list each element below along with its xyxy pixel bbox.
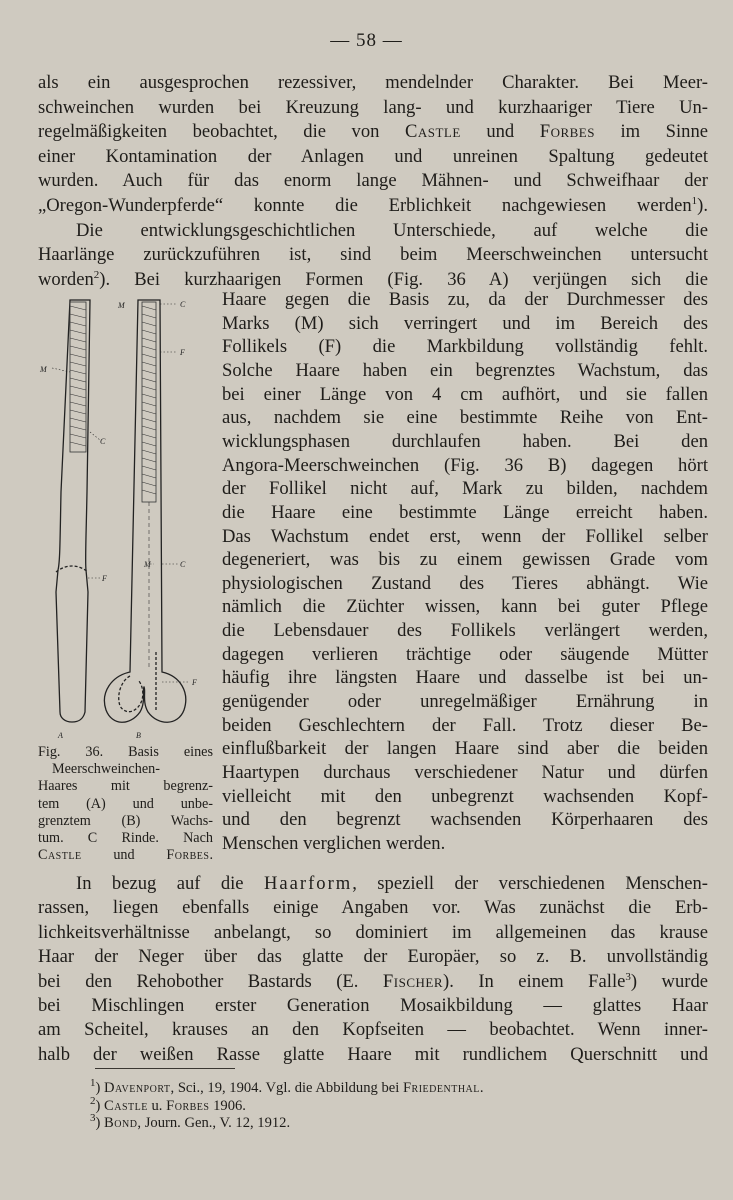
right-column-line: Marks (M) sich verringert und im Bereich des — [222, 312, 708, 334]
text-segment: , Journ. Gen., V. 12, 1912. — [137, 1115, 291, 1131]
text-segment: . — [479, 1080, 484, 1096]
text-line — [38, 921, 708, 945]
caption-line — [38, 778, 213, 796]
text-line — [38, 896, 708, 920]
text-segment: Castle — [38, 847, 82, 864]
text-segment: ). In einem Falle — [443, 970, 626, 992]
text-segment: Forbes — [166, 1097, 210, 1114]
text-segment: tem (A) und unbe- — [38, 795, 213, 812]
text-line — [38, 120, 708, 144]
right-column-line: Angora-Meerschweinchen (Fig. 36 B) dagegen hört — [222, 454, 708, 476]
right-column-line: der Follikel nicht auf, Mark zu bilden, nachdem — [222, 478, 708, 500]
right-column-line: vielleicht mit den unbegrenzt wachsenden Kopf- — [222, 785, 708, 807]
label-c-a: C — [100, 437, 106, 446]
text-segment: halb der weißen Rasse glatte Haare mit rundlichem Querschnitt und — [38, 1043, 708, 1065]
footnote — [90, 1094, 710, 1116]
text-segment: 2 — [90, 1094, 96, 1107]
text-segment: , speziell der verschiedenen Menschen- — [352, 873, 708, 894]
text-segment: 3 — [625, 970, 631, 983]
caption-line — [38, 847, 213, 865]
text-segment: Haar der Neger über das glatte der Europäer, so z. B. unvollständig — [38, 946, 708, 968]
text-segment: „Oregon-Wunderpferde“ konnte die Erblichkeit nachgewiesen werden — [38, 195, 692, 216]
text-segment: 1 — [691, 194, 698, 207]
text-segment: rassen, liegen ebenfalls einige Angaben vor. Was zunächst die Erb- — [38, 897, 708, 919]
label-c-b2: C — [180, 560, 186, 569]
right-column-line: Solche Haare haben ein begrenztes Wachstum, das — [222, 359, 708, 381]
hair-b-follicle-bulb — [119, 676, 143, 712]
text-segment: regelmäßigkeiten beobachtet, die von — [38, 121, 405, 143]
text-line — [38, 945, 708, 969]
page-number: — 58 — — [330, 30, 403, 51]
right-column-line: die Haare eine bestimmte Länge erreicht haben. — [222, 501, 708, 523]
figure-leader-lines — [52, 304, 190, 682]
text-segment: Haares mit begrenz- — [38, 778, 213, 795]
right-column-line: Menschen verglichen werden. — [222, 832, 446, 854]
text-segment: am Scheitel, krauses an den Kopfseiten — beobachtet. Wenn inner- — [38, 1019, 708, 1041]
right-column-line: häufig ihre längsten Haare und dasselbe ist bei un- — [222, 667, 708, 689]
text-segment: In bezug auf die — [76, 873, 264, 894]
hair-a-follicle — [56, 566, 88, 572]
text-segment: Castle — [404, 121, 461, 143]
text-segment: und — [81, 847, 167, 864]
right-column-line: nämlich die Züchter wissen, kann bei guter Pflege — [222, 596, 708, 618]
right-column-line: und den begrenzt wachsenden Körperhaaren des — [222, 809, 708, 831]
footnote — [90, 1079, 710, 1098]
text-segment: ) wurde — [630, 970, 708, 992]
hair-a-outline — [56, 300, 90, 722]
text-segment: Haarform — [263, 873, 353, 894]
label-c-b: C — [180, 300, 186, 309]
text-segment: wurden. Auch für das enorm lange Mähnen- und Schweifhaar der — [38, 170, 708, 192]
text-segment: Castle — [104, 1097, 148, 1114]
hair-a-medulla — [70, 302, 86, 452]
text-line — [38, 71, 708, 95]
text-segment: Fischer — [382, 970, 443, 992]
text-segment: . — [209, 847, 213, 864]
text-line — [76, 872, 708, 896]
text-segment: ) — [95, 1097, 105, 1114]
text-segment: 1906. — [209, 1097, 246, 1114]
right-column-line: einflußbarkeit der langen Haare sind aber die beiden — [222, 738, 708, 760]
hair-b-outline — [104, 300, 185, 722]
right-column-line: bei einer Länge von 4 cm aufhört, und sie fallen — [222, 383, 708, 405]
text-segment: Forbes — [166, 847, 210, 864]
text-line — [38, 96, 708, 120]
right-column-line: Haartypen durchaus verschiedener Natur und dürfen — [222, 762, 708, 783]
right-column-line: aus, nachdem sie eine bestimmte Reihe von Ent- — [222, 407, 708, 429]
text-segment: grenztem (B) Wachs- — [38, 812, 213, 829]
right-column-line: genügender oder unregelmäßiger Ernährung in — [222, 691, 708, 713]
right-column-line: beiden Geschlechtern der Fall. Trotz dieser Be- — [222, 714, 708, 736]
text-segment: im Sinne — [594, 121, 709, 143]
text-segment: als ein ausgesprochen rezessiver, mendelnder Charakter. Bei Meer- — [38, 72, 708, 93]
text-line — [38, 243, 708, 267]
label-f-b-top: F — [180, 348, 185, 357]
text-line — [38, 194, 708, 218]
text-segment: u. — [147, 1097, 167, 1114]
text-line — [38, 970, 708, 994]
right-column-line: Follikels (F) die Markbildung vollständig fehlt. — [222, 336, 708, 358]
text-segment: tum. C Rinde. Nach — [38, 830, 213, 846]
right-column-line: Das Wachstum endet erst, wenn der Follikel selber — [222, 525, 708, 547]
right-column-line: dagegen verlieren trächtige oder säugende Mütter — [222, 643, 708, 665]
text-segment: Friedenthal — [402, 1080, 480, 1096]
label-f-a: F — [102, 574, 107, 583]
right-column-line: wicklungsphasen durchlaufen haben. Bei den — [222, 430, 708, 452]
text-segment: 2 — [93, 268, 100, 281]
text-segment: 1 — [90, 1077, 96, 1090]
text-line — [38, 1018, 708, 1042]
label-m-b-top: M — [118, 301, 125, 310]
text-line — [76, 219, 708, 243]
text-segment: Haarlänge zurückzuführen ist, sind beim Meerschweinchen untersucht — [38, 244, 708, 266]
text-segment: 3 — [90, 1112, 96, 1125]
footnote-rule — [95, 1068, 235, 1069]
text-segment: bei den Rehobother Bastards (E. — [38, 970, 383, 992]
caption-line — [38, 744, 213, 762]
text-line — [38, 145, 708, 169]
label-a: A — [58, 731, 63, 740]
right-column-line: degeneriert, was bis zu einem gewissen Grade vom — [222, 549, 708, 571]
right-column-line: Haare gegen die Basis zu, da der Durchmesser des — [222, 289, 708, 310]
text-segment: Fig. 36. Basis eines — [38, 744, 213, 760]
label-b: B — [136, 731, 141, 740]
footnote — [90, 1114, 710, 1133]
caption-line — [38, 796, 213, 814]
caption-line — [38, 813, 213, 831]
text-segment: Meerschweinchen- — [52, 761, 160, 778]
text-segment: Die entwicklungsgeschichtlichen Unterschiede, auf welche die — [76, 219, 708, 241]
text-segment: ) — [95, 1115, 105, 1131]
hair-b-medulla — [142, 302, 156, 670]
text-line — [38, 994, 708, 1018]
right-column-line: die Lebensdauer des Follikels verlängert werden, — [222, 620, 708, 642]
text-segment: Davenport — [104, 1080, 171, 1096]
text-line — [38, 169, 708, 193]
figure-36-hair-base-diagram — [30, 292, 220, 742]
text-segment: einer Kontamination der Anlagen und unreinen Spaltung gedeutet — [38, 145, 708, 167]
text-segment: ). — [697, 195, 708, 216]
label-m-b: M — [144, 560, 151, 569]
text-segment: lichkeitsverhältnisse anbelangt, so dominiert im allgemeinen das krause — [38, 921, 708, 943]
caption-line — [52, 761, 213, 779]
text-segment: ) — [95, 1080, 105, 1096]
text-segment: schweinchen wurden bei Kreuzung lang- und kurzhaariger Tiere Un- — [38, 96, 708, 118]
label-f-b: F — [192, 678, 197, 687]
text-segment: worden — [38, 268, 94, 290]
right-column-line: physiologischen Zustand des Tieres abhängt. Wie — [222, 572, 708, 594]
caption-line — [38, 830, 213, 848]
text-segment: und — [460, 121, 540, 143]
label-m-a: M — [40, 365, 47, 374]
text-line — [38, 1043, 708, 1067]
text-segment: Bond — [104, 1115, 138, 1131]
text-segment: Forbes — [539, 121, 595, 143]
text-segment: , Sci., 19, 1904. Vgl. die Abbildung bei — [170, 1080, 403, 1096]
text-segment: bei Mischlingen erster Generation Mosaikbildung — glattes Haar — [38, 995, 708, 1016]
text-segment: ). Bei kurzhaarigen Formen (Fig. 36 A) verjüngen sich die — [99, 268, 708, 290]
